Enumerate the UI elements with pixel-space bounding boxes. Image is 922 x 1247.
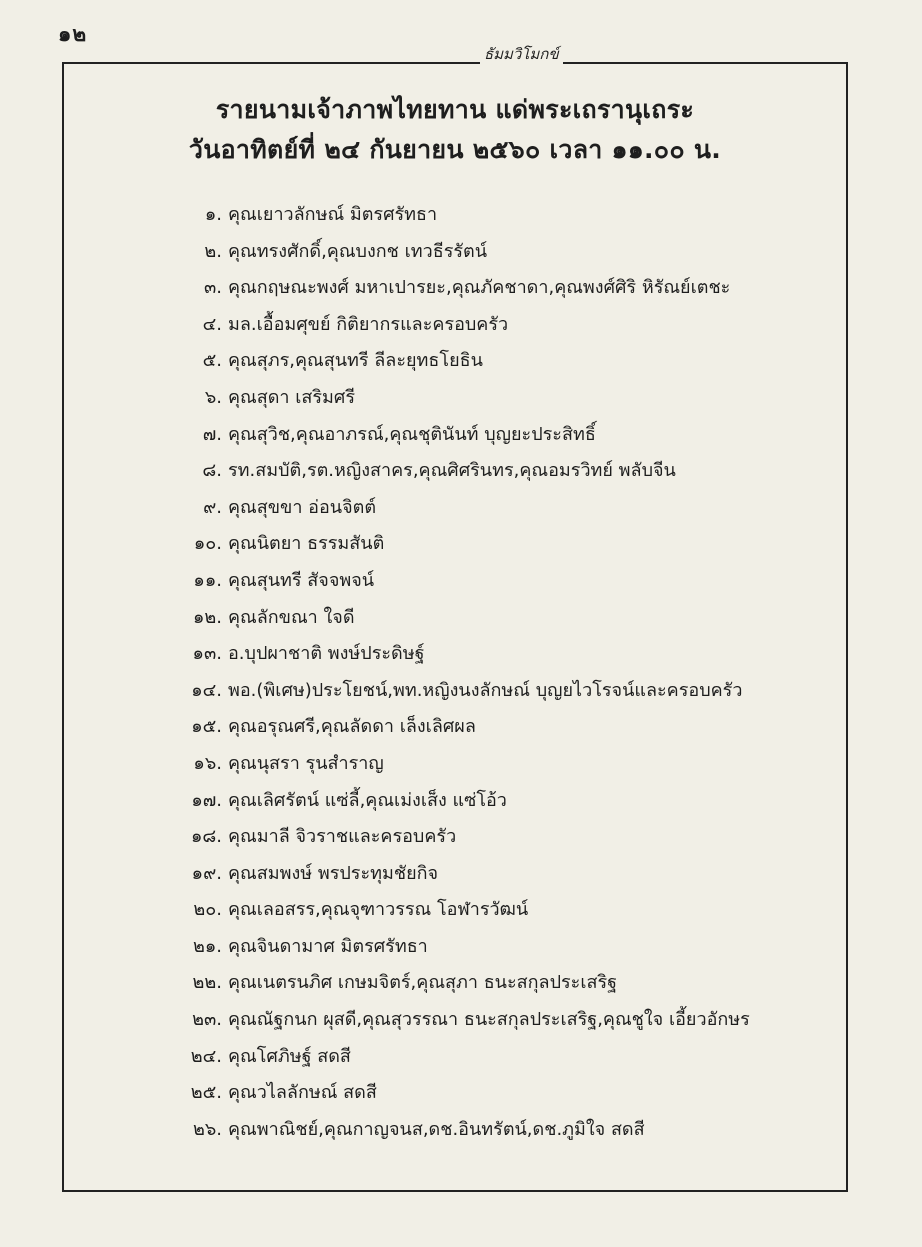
entry-name: คุณมาลี จิวราชและครอบครัว (228, 826, 457, 848)
entry-number: ๘. (202, 460, 222, 482)
entry-name: คุณกฤษณะพงศ์ มหาเปารยะ,คุณภัคชาดา,คุณพงศ์ศิริ หิรัณย์เตชะ (228, 277, 731, 299)
entry-name: คุณทรงศักดิ์,คุณบงกช เทวธีรรัตน์ (228, 240, 488, 262)
list-item (170, 676, 750, 713)
list-item (170, 383, 750, 420)
entry-number: ๒๔. (190, 1045, 222, 1067)
entry-name: คุณโศภิษฐ์ สดสี (228, 1045, 351, 1067)
entry-name: คุณเลิศรัตน์ แซ่ลี้,คุณเม่งเส็ง แซ่โอ้ว (228, 789, 507, 811)
entry-name: คุณอรุณศรี,คุณลัดดา เล็งเลิศผล (228, 716, 476, 738)
entry-number: ๒๖. (192, 1118, 222, 1140)
entry-name: คุณวไลลักษณ์ สดสี (228, 1082, 377, 1104)
entry-number: ๒๐. (193, 899, 222, 921)
entry-number: ๑๙. (191, 862, 222, 884)
entry-number: ๑๕. (191, 716, 222, 738)
page-title: รายนามเจ้าภาพไทยทาน แด่พระเถรานุเถระ (215, 95, 695, 124)
entry-number: ๑๖. (193, 752, 222, 774)
entry-number: ๗. (202, 423, 222, 445)
entry-number: ๕. (202, 350, 222, 372)
entry-number: ๑๑. (193, 569, 222, 591)
entry-name: คุณลักขณา ใจดี (228, 606, 355, 628)
page-number: ๑๒ (58, 22, 88, 46)
entry-name: คุณเนตรนภิศ เกษมจิตร์,คุณสุภา ธนะสกุลประเสริฐ (228, 972, 618, 994)
entry-number: ๑๘. (190, 826, 222, 848)
list-item (170, 639, 750, 676)
list-item (170, 603, 750, 640)
list-item (170, 932, 750, 969)
entry-name: คุณสุนทรี สัจจพจน์ (228, 569, 375, 591)
entry-name: คุณสุภร,คุณสุนทรี ลีละยุทธโยธิน (228, 350, 483, 372)
list-item (170, 1005, 750, 1042)
list-item (170, 1115, 750, 1152)
list-item (170, 895, 750, 932)
entry-number: ๖. (204, 386, 222, 408)
entry-name: คุณพาณิชย์,คุณกาญจนส,ดช.อินทรัตน์,ดช.ภูมิใจ สดสี (228, 1118, 645, 1140)
entry-number: ๑๒. (192, 606, 222, 628)
entry-number: ๒๒. (192, 972, 222, 994)
entry-number: ๒๕. (190, 1082, 222, 1104)
entry-name: คุณจินดามาศ มิตรศรัทธา (228, 935, 428, 957)
list-item (170, 237, 750, 274)
list-item (170, 968, 750, 1005)
list-item (170, 1078, 750, 1115)
entry-number: ๙. (203, 496, 222, 518)
entry-name: คุณสมพงษ์ พรประทุมชัยกิจ (228, 862, 439, 884)
entry-name: อ.บุปผาชาติ พงษ์ประดิษฐ์ (228, 643, 425, 665)
entry-number: ๒๓. (192, 1009, 222, 1031)
entry-number: ๑๐. (193, 533, 222, 555)
entry-name: คุณสุขขา อ่อนจิตต์ (228, 496, 377, 518)
entry-name: คุณสุวิช,คุณอาภรณ์,คุณชุตินันท์ บุญยะประสิทธิ์ (228, 423, 596, 445)
entry-name: รท.สมบัติ,รต.หญิงสาคร,คุณศิศรินทร,คุณอมรวิทย์ พลับจีน (228, 460, 676, 482)
entry-number: ๑๓. (192, 643, 222, 665)
list-item (170, 749, 750, 786)
list-item (170, 566, 750, 603)
list-item (170, 420, 750, 457)
list-item (170, 310, 750, 347)
page-subtitle-date: วันอาทิตย์ที่ ๒๔ กันยายน ๒๕๖๐ เวลา ๑๑.๐๐ น. (188, 135, 722, 164)
entry-number: ๑๔. (191, 679, 222, 701)
entry-number: ๔. (202, 313, 222, 335)
entry-name: คุณณัฐกนก ผุสดี,คุณสุวรรณา ธนะสกุลประเสริฐ,คุณชูใจ เอี้ยวอักษร (228, 1009, 750, 1031)
running-header: ธัมมวิโมกข์ (480, 42, 563, 66)
entry-number: ๓. (203, 277, 222, 299)
entry-number: ๑. (204, 204, 222, 225)
entry-name: มล.เอื้อมศุขย์ กิติยากรและครอบครัว (228, 313, 509, 335)
list-item (170, 273, 750, 310)
list-item (170, 493, 750, 530)
list-item (170, 786, 750, 823)
list-item (170, 456, 750, 493)
list-item (170, 859, 750, 896)
list-item (170, 712, 750, 749)
entry-name: คุณเยาวลักษณ์ มิตรศรัทธา (228, 204, 438, 225)
list-item (170, 1042, 750, 1079)
list-item (170, 529, 750, 566)
entry-number: ๑๗. (191, 789, 222, 811)
list-item (170, 200, 750, 237)
entry-name: พอ.(พิเศษ)ประโยชน์,พท.หญิงนงลักษณ์ บุญยไวโรจน์และครอบครัว (228, 679, 743, 701)
entry-number: ๒. (204, 240, 222, 262)
entry-name: คุณนิตยา ธรรมสันติ (228, 533, 385, 555)
entry-name: คุณเลอสรร,คุณจุฑาวรรณ โอฬารวัฒน์ (228, 899, 529, 921)
list-item (170, 346, 750, 383)
entry-number: ๒๑. (192, 935, 222, 957)
donor-list (170, 200, 750, 1151)
entry-name: คุณนุสรา รุนสำราญ (228, 752, 384, 774)
entry-name: คุณสุดา เสริมศรี (228, 386, 356, 408)
list-item (170, 822, 750, 859)
